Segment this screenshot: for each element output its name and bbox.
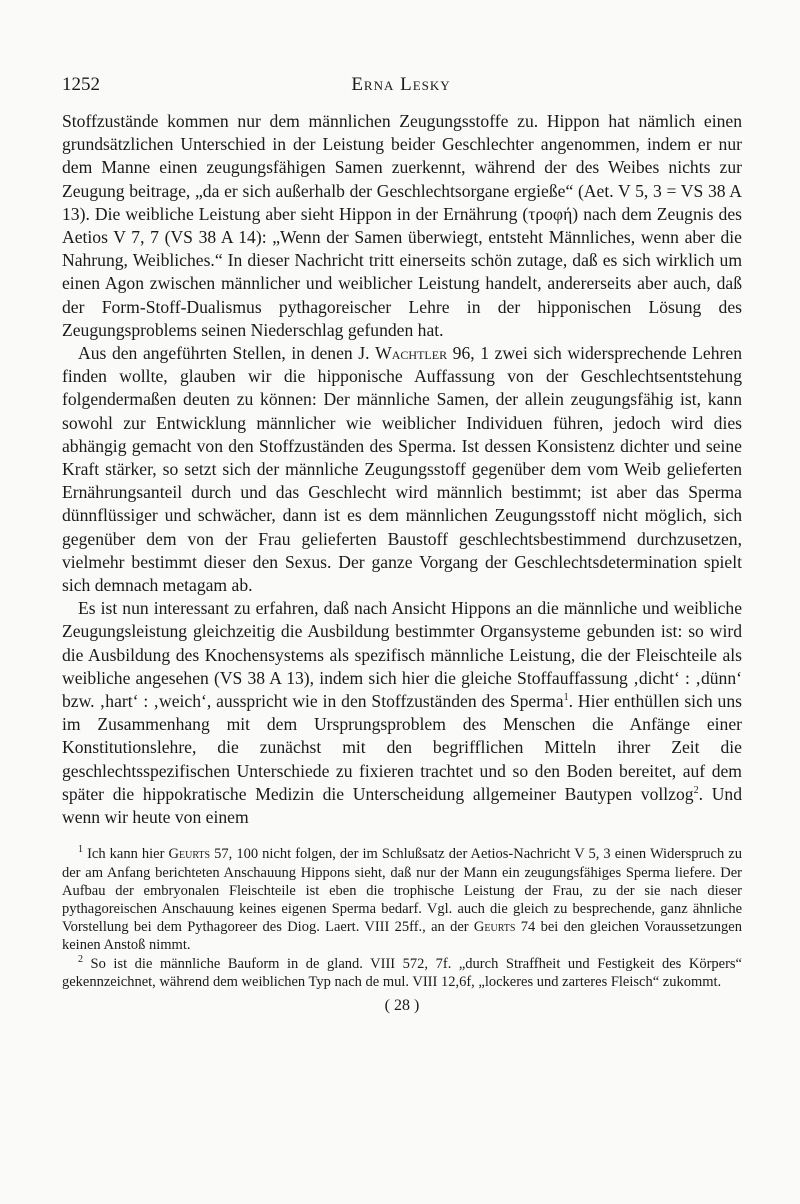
main-text: [62, 110, 742, 829]
paragraph: [62, 342, 742, 597]
running-head: [62, 74, 742, 96]
footnote: [62, 845, 742, 954]
text-run: So ist die männliche Bauform in de gland. VIII 572, 7f. „durch Straffheit und Festigkeit des Körpers“ gekennzeichnet, während dem weiblichen Typ nach de mul. VIII 12,6f, „lockeres und zarteres Fleisch“ zukommt.: [62, 955, 742, 990]
folio: ( 28 ): [384, 996, 420, 1014]
footnote-marker: 2: [78, 953, 83, 965]
text-run: 96, 1 zwei sich widersprechende Lehren finden wollte, glauben wir die hipponische Auffassung von der Geschlechtsentstehung folgendermaßen deuten zu können: Der männliche Samen, der allein zeugungsfähig ist, kann sowohl zur Entwicklung männlicher wie weiblicher Individuen führen, jedoch wird dies abhängig gemacht von den Stoffzuständen des Sperma. Ist dessen Konsistenz dichter und seine Kraft stärker, so setzt sich der männliche Zeugungsstoff gegenüber dem vom Weib gelieferten Ernährungsanteil durch und das Geschlecht wird männlich bestimmt; ist aber das Sperma dünnflüssiger und schwächer, dann ist es dem männlichen Zeugungsstoff nicht möglich, sich gegenüber dem von der Frau gelieferten Baustoff geschlechtsbestimmend durchzusetzen, vielmehr bestimmt dieser den Sexus. Der ganze Vorgang der Geschlechtsdetermination spielt sich demnach metagam ab.: [62, 343, 742, 596]
text-run: 57, 100 nicht folgen, der im Schlußsatz der Aetios-Nachricht V 5, 3 einen Widerspruch zu der am Anfang berichteten Anschauung Hippons sieht, daß nur der Mann ein zeugungsfähiges Sperma liefere. Der Aufbau der embryonalen Fleischteile ist eben die trophische Leistung der Frau, zu der sie nach dieser pythagoreischen Anschauung keines eigenen Sperma bedarf. Vgl. auch die gleich zu besprechende, ganz ähnliche Vorstellung bei dem Pythagoreer des Diog. Laert. VIII 25ff., an der: [62, 846, 742, 936]
text-run: Ich kann hier: [83, 846, 169, 863]
author-name: Geurts: [168, 846, 211, 863]
text-run: Es ist nun interessant zu erfahren, daß nach Ansicht Hippons an die männliche und weibliche Zeugungsleistung gleichzeitig die Ausbildung bestimmter Organsysteme gebunden ist: so wird die Ausbildung des Knochensystems als spezifisch männliche Leistung, die der Fleischteile als weibliche angesehen (VS 38 A 13), indem sich hier die gleiche Stoffauffassung ‚dicht‘ : ‚dünn‘ bzw. ‚hart‘ : ‚weich‘, ausspricht wie in den Stoffzuständen des Sperma: [62, 598, 742, 712]
text-run: . Und wenn wir heute von einem: [62, 783, 742, 828]
text-run: Stoffzustände kommen nur dem männlichen Zeugungsstoffe zu. Hippon hat nämlich einen grundsätzlichen Unterschied in der Leistung beider Geschlechter angenommen, indem er nur dem Manne einen zeugungsfähigen Samen zuerkennt, während der des Weibes nichts zur Zeugung beitrage, „da er sich außerhalb der Geschlechtsorgane ergieße“ (Aet. V 5, 3 = VS 38 A 13). Die weibliche Leistung aber sieht Hippon in der Ernährung (τροφή) nach dem Zeugnis des Aetios V 7, 7 (VS 38 A 14): „Wenn der Samen überwiegt, entsteht Männliches, wenn aber die Nahrung, Weibliches.“ In dieser Nachricht tritt einerseits schön zutage, daß es sich wirklich um einen Agon zwischen männlicher und weiblicher Leistung handelt, andererseits aber auch, daß der Form-Stoff-Dualismus pythagoreischer Lehre in der hipponischen Lösung des Zeugungsproblems seinen Niederschlag gefunden hat.: [62, 111, 742, 340]
text-run: . Hier enthüllen sich uns im Zusammenhang mit dem Ursprungsproblem des Menschen die Anfänge einer Konstitutionslehre, die zunächst mit den begrifflichen Mitteln ihrer Zeit die geschlechtsspezifischen Unterschiede zu fixieren trachtet und so den Boden bereitet, auf dem später die hippokratische Medizin die Unterscheidung allgemeiner Bautypen vollzog: [62, 691, 742, 804]
text-run: Aus den angeführten Stellen, in denen J.: [78, 343, 376, 364]
author-name: Geurts: [473, 919, 516, 936]
footnote: [62, 955, 742, 991]
author-name: Wachtler: [375, 343, 448, 364]
footnote-marker: 1: [563, 692, 569, 704]
footnote-marker: 1: [78, 844, 83, 856]
page-number: 1252: [62, 74, 100, 95]
paragraph: [62, 110, 742, 342]
running-head-author: Erna Lesky: [351, 74, 451, 95]
footnotes: [62, 845, 742, 991]
text-run: 74 bei den gleichen Voraussetzungen keinen Anstoß nimmt.: [62, 919, 742, 954]
footnote-marker: 2: [693, 785, 699, 797]
paragraph: [62, 597, 742, 829]
